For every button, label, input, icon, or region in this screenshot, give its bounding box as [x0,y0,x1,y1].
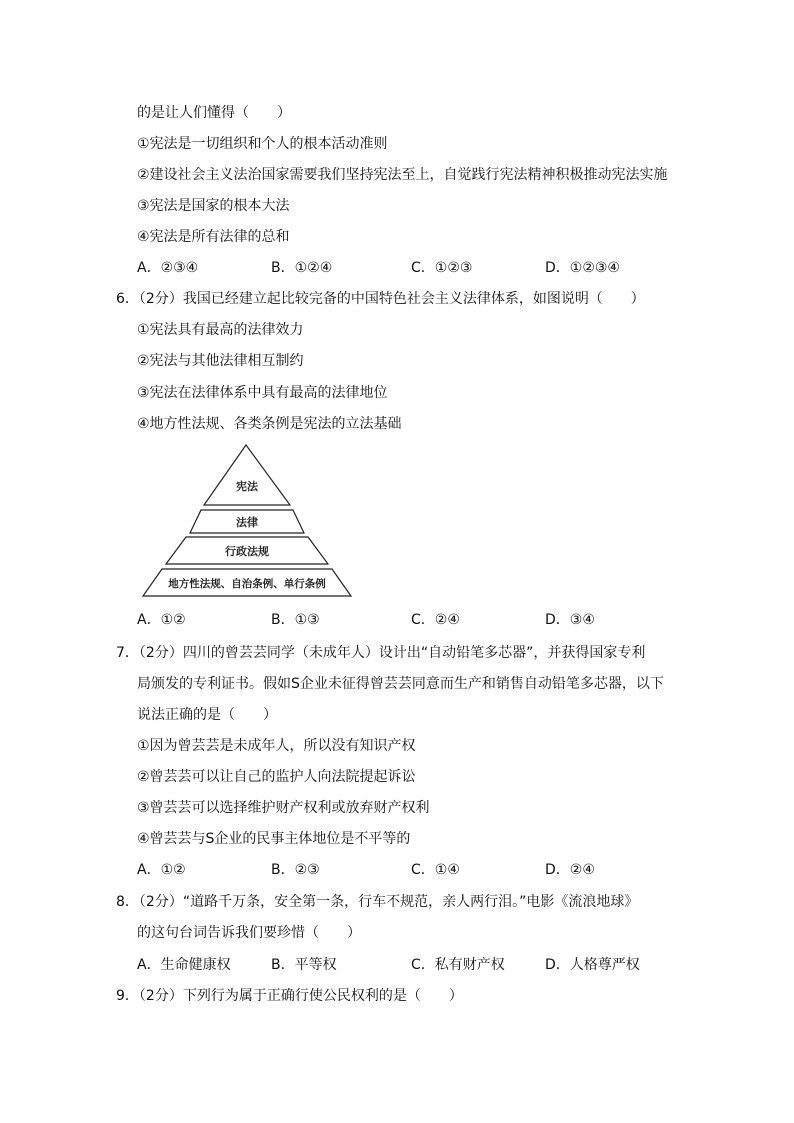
q8-stem-line-1: 8．（2分）“道路千万条，安全第一条，行车不规范，亲人两行泪。”电影《流浪地球》 [116,894,639,910]
pyramid-label-local-regulations: 地方性法规、自治条例、单行条例 [168,578,326,590]
q7-item-4: ④曾芸芸与S企业的民事主体地位是不平等的 [137,831,411,847]
q7-item-3: ③曾芸芸可以选择维护财产权利或放弃财产权利 [137,800,430,816]
q7-option-d[interactable]: D．②④ [545,862,595,878]
q5-option-c[interactable]: C．①②③ [411,260,473,276]
q6-item-3: ③宪法在法律体系中具有最高的法律地位 [137,385,388,401]
q6-option-b[interactable]: B．①③ [271,612,320,628]
q8-stem-line-2: 的这句台词告诉我们要珍惜（ ） [137,925,361,941]
q5-item-4: ④宪法是所有法律的总和 [137,229,290,245]
q5-item-2: ②建设社会主义法治国家需要我们坚持宪法至上，自觉践行宪法精神积极推动宪法实施 [137,167,668,183]
q6-option-c[interactable]: C．②④ [411,612,460,628]
q6-item-2: ②宪法与其他法律相互制约 [137,353,304,369]
pyramid-label-law: 法律 [236,516,258,529]
q5-options [137,258,697,278]
q6-option-d[interactable]: D．③④ [545,612,595,628]
q8-option-d[interactable]: D．人格尊严权 [545,957,640,973]
q6-item-1: ①宪法具有最高的法律效力 [137,322,304,338]
q5-option-a[interactable]: A．②③④ [137,260,199,276]
pyramid-label-constitution: 宪法 [236,480,258,493]
q7-item-1: ①因为曾芸芸是未成年人，所以没有知识产权 [137,738,416,754]
q9-stem: 9．（2分）下列行为属于正确行使公民权利的是（ ） [116,988,463,1004]
q5-option-d[interactable]: D．①②③④ [545,260,620,276]
q8-option-b[interactable]: B．平等权 [271,957,337,973]
q7-option-a[interactable]: A．①② [137,862,186,878]
q5-item-3: ③宪法是国家的根本大法 [137,198,290,214]
pyramid-label-admin-regulations: 行政法规 [225,545,269,558]
q7-option-b[interactable]: B．②③ [271,862,320,878]
q7-stem-line-2: 局颁发的专利证书。假如S企业未征得曾芸芸同意而生产和销售自动铅笔多芯器，以下 [137,676,664,692]
q7-stem-line-3: 说法正确的是（ ） [137,707,277,723]
q5-option-b[interactable]: B．①②④ [271,260,333,276]
q8-option-c[interactable]: C．私有财产权 [411,957,505,973]
q8-options [137,955,697,975]
q5-item-1: ①宪法是一切组织和个人的根本活动准则 [137,136,388,152]
q6-option-a[interactable]: A．①② [137,612,186,628]
q6-stem: 6．（2分）我国已经建立起比较完备的中国特色社会主义法律体系，如图说明（ ） [116,291,645,307]
q7-options [137,860,697,880]
q7-stem-line-1: 7．（2分）四川的曾芸芸同学（未成年人）设计出“自动铅笔多芯器”，并获得国家专利 [116,645,646,661]
q7-option-c[interactable]: C．①④ [411,862,460,878]
q5-stem-tail: 的是让人们懂得（ ） [137,105,291,121]
q6-item-4: ④地方性法规、各类条例是宪法的立法基础 [137,416,402,432]
pyramid-tier-constitution [204,445,290,505]
q8-option-a[interactable]: A．生命健康权 [137,957,231,973]
q7-item-2: ②曾芸芸可以让自己的监护人向法院提起诉讼 [137,769,416,785]
q6-options [137,610,697,630]
legal-system-pyramid [140,442,360,600]
